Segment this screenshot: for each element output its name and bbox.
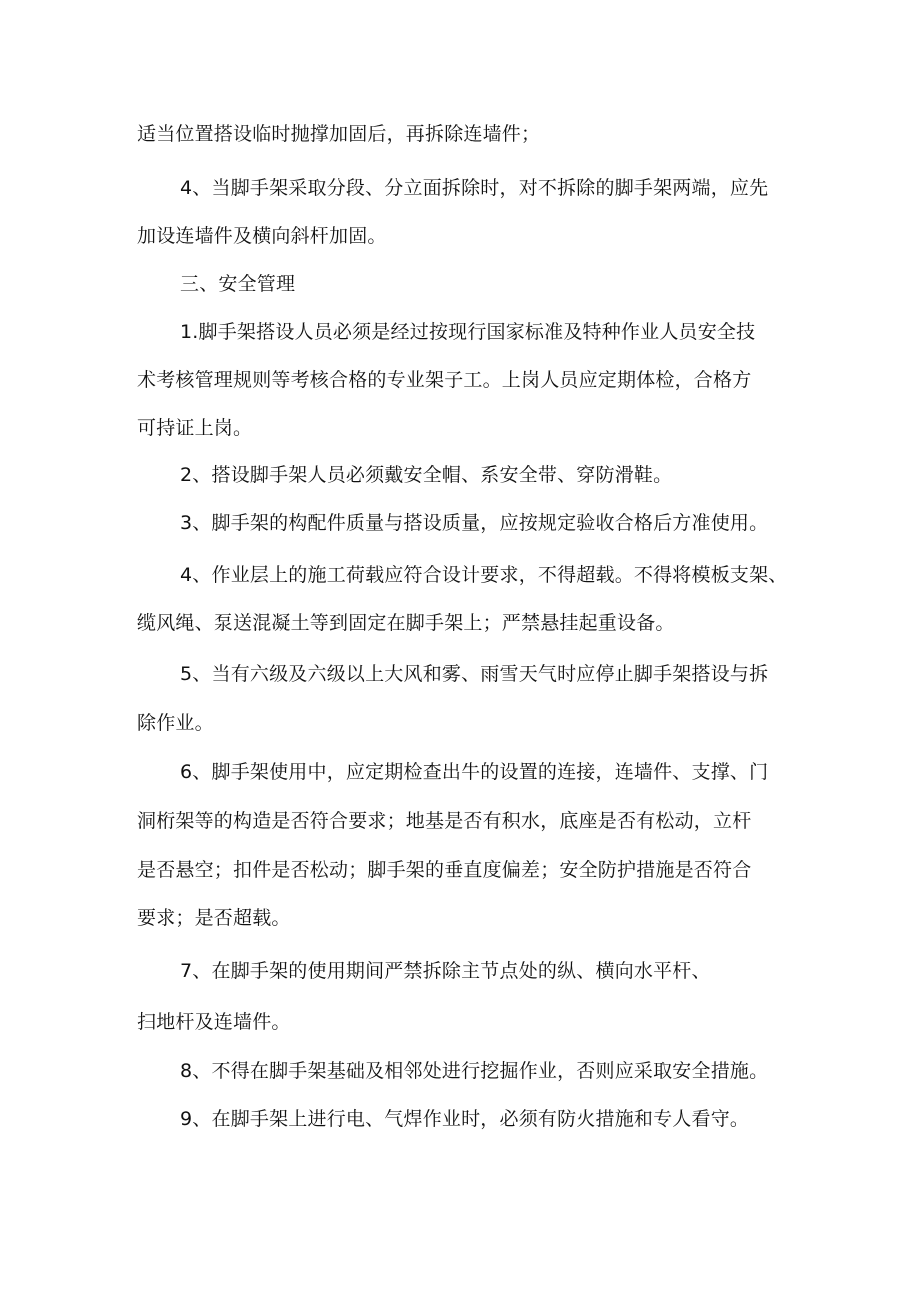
text-line: 4、当脚手架采取分段、分立面拆除时，对不拆除的脚手架两端，应先	[180, 177, 769, 199]
text-line: 适当位置搭设临时抛撑加固后，再拆除连墙件；	[137, 123, 541, 145]
text-line: 1.脚手架搭设人员必须是经过按现行国家标准及特种作业人员安全技	[180, 321, 756, 343]
text-line: 扫地杆及连墙件。	[137, 1011, 291, 1033]
text-line: 洞桁架等的构造是否符合要求；地基是否有积水，底座是否有松动，立杆	[137, 810, 752, 832]
text-line: 除作业。	[137, 712, 214, 734]
text-line: 术考核管理规则等考核合格的专业架子工。上岗人员应定期体检，合格方	[137, 369, 752, 391]
text-line: 缆风绳、泵送混凝土等到固定在脚手架上；严禁悬挂起重设备。	[137, 612, 675, 634]
text-line: 要求；是否超载。	[137, 907, 291, 929]
text-line: 5、当有六级及六级以上大风和雾、雨雪天气时应停止脚手架搭设与拆	[180, 663, 769, 685]
text-line: 可持证上岗。	[137, 417, 253, 439]
text-line: 加设连墙件及横向斜杆加固。	[137, 225, 387, 247]
text-line: 是否悬空；扣件是否松动；脚手架的垂直度偏差；安全防护措施是否符合	[137, 859, 752, 881]
text-line: 6、脚手架使用中，应定期检查出牛的设置的连接，连墙件、支撑、门	[180, 761, 769, 783]
text-line: 8、不得在脚手架基础及相邻处进行挖掘作业，否则应采取安全措施。	[180, 1060, 769, 1082]
text-line: 2、搭设脚手架人员必须戴安全帽、系安全带、穿防滑鞋。	[180, 464, 673, 486]
text-line: 9、在脚手架上进行电、气焊作业时，必须有防火措施和专人看守。	[180, 1108, 750, 1130]
text-line: 7、在脚手架的使用期间严禁拆除主节点处的纵、横向水平杆、	[180, 960, 711, 982]
text-line: 4、作业层上的施工荷载应符合设计要求，不得超载。不得将模板支架、	[180, 564, 788, 586]
text-line: 3、脚手架的构配件质量与搭设质量，应按规定验收合格后方准使用。	[180, 512, 769, 534]
section-heading: 三、安全管理	[180, 273, 296, 295]
